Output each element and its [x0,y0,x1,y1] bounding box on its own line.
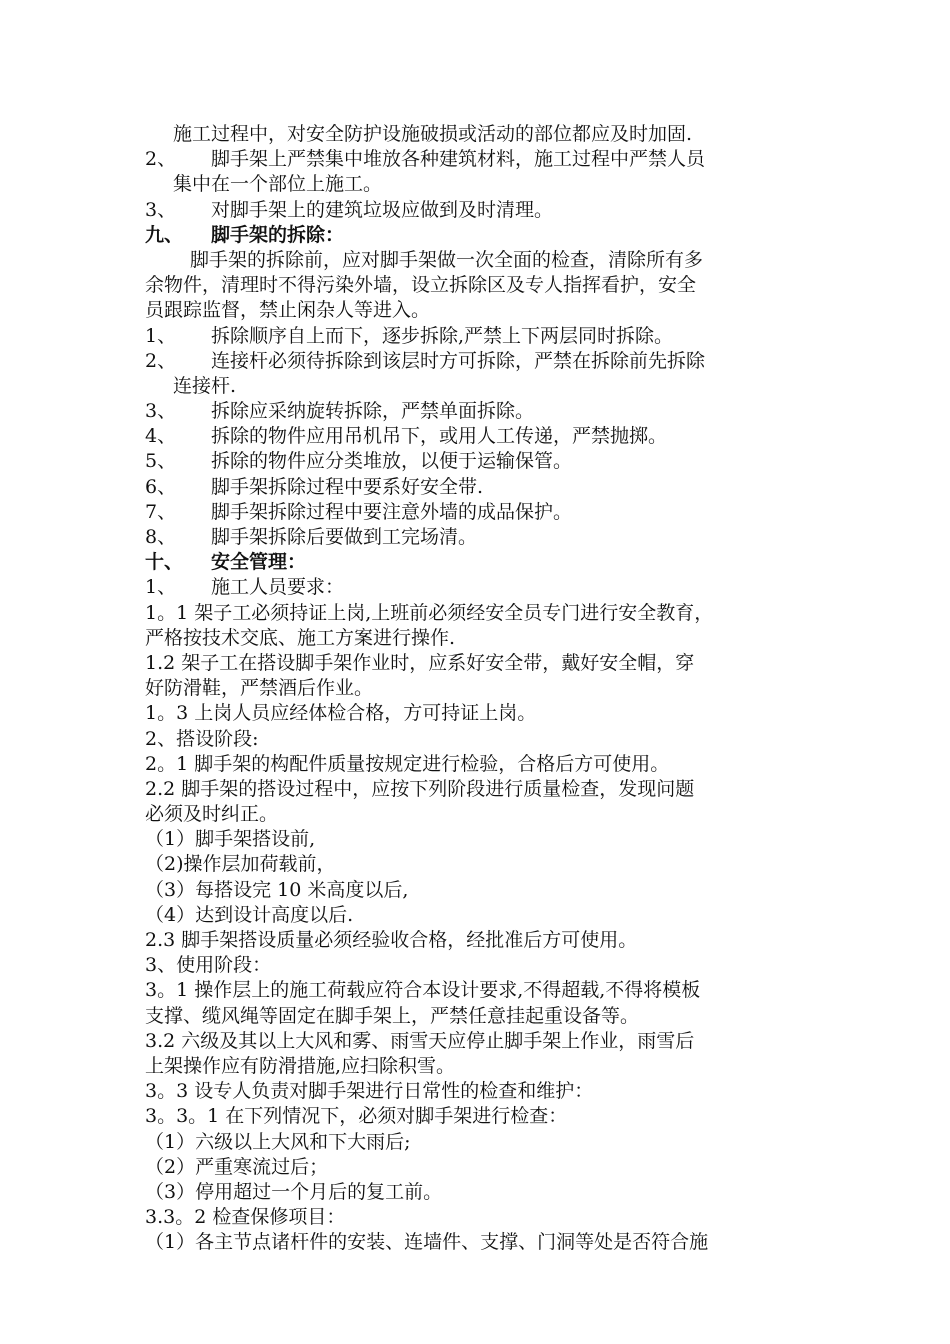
line-text: （2)操作层加荷载前， [145,853,336,876]
numbered-item [145,198,825,223]
text-line [145,928,825,953]
text-line [145,1054,825,1079]
text-line [145,1230,825,1255]
section-heading [145,550,825,575]
line-text: 脚手架拆除后要做到工完场清。 [211,526,478,548]
item-number: 7、 [145,500,177,523]
line-text: 拆除应采纳旋转拆除，严禁单面拆除。 [211,400,535,423]
line-text: 1。1 架子工必须持证上岗,上班前必须经安全员专门进行安全教育， [145,601,714,624]
line-text: 脚手架的拆除前，应对脚手架做一次全面的检查，清除所有多 [190,248,704,271]
item-number: 2、 [145,148,177,171]
line-text: 1.2 架子工在搭设脚手架作业时，应系好安全带，戴好安全帽，穿 [145,651,695,674]
line-text: 支撑、缆风绳等固定在脚手架上，严禁任意挂起重设备等。 [145,1004,640,1027]
document-body [145,122,825,1255]
line-text: 余物件，清理时不得污染外墙，设立拆除区及专人指挥看护，安全 [145,274,697,297]
line-text: 2。1 脚手架的构配件质量按规定进行检验，合格后方可使用。 [145,752,670,775]
text-line [145,752,825,777]
line-text: 员跟踪监督，禁止闲杂人等进入。 [145,299,431,322]
text-line [145,827,825,852]
text-line [145,978,825,1003]
line-text: 上架操作应有防滑措施,应扫除积雪。 [145,1054,456,1077]
continuation-line [145,172,825,197]
line-text: 好防滑鞋，严禁酒后作业。 [145,677,374,700]
item-number: 十、 [145,551,184,574]
item-number: 3、 [145,400,177,423]
text-line [145,1180,825,1205]
item-number: 8、 [145,526,177,548]
text-line [145,903,825,928]
line-text: 必须及时纠正。 [145,803,279,826]
line-text: 拆除的物件应分类堆放，以便于运输保管。 [211,450,573,473]
line-text: （1）各主节点诸杆件的安装、连墙件、支撑、门洞等处是否符合施 [145,1231,709,1254]
text-line [145,1029,825,1054]
numbered-item [145,575,825,600]
text-line [145,1104,825,1129]
numbered-item [145,424,825,449]
line-text: 拆除的物件应用吊机吊下，或用人工传递，严禁抛掷。 [211,425,668,448]
line-text: 3。3。1 在下列情况下，必须对脚手架进行检查： [145,1105,568,1128]
numbered-item [145,525,825,550]
text-line [145,651,825,676]
text-line [145,298,825,323]
text-line [145,601,825,626]
line-text: 连接杆. [173,374,237,397]
line-text: （4）达到设计高度以后. [145,903,354,926]
line-text: 3。1 操作层上的施工荷载应符合本设计要求,不得超载,不得将模板 [145,979,701,1002]
line-text: 3、使用阶段： [145,954,272,977]
numbered-item [145,349,825,374]
item-number: 2、 [145,349,177,372]
line-text: 脚手架拆除过程中要系好安全带. [211,475,484,498]
numbered-item [145,147,825,172]
line-text: 脚手架拆除过程中要注意外墙的成品保护。 [211,500,573,523]
text-line [145,273,825,298]
line-text: 3.3。2 检查保修项目： [145,1206,346,1229]
continuation-line [145,122,825,147]
line-text: 2、搭设阶段: [145,727,259,750]
item-number: 4、 [145,425,177,448]
text-line [145,878,825,903]
line-text: （1）脚手架搭设前, [145,828,316,851]
text-line [145,676,825,701]
line-text: 1。3 上岗人员应经体检合格，方可持证上岗。 [145,702,537,725]
line-text: 2.3 脚手架搭设质量必须经验收合格，经批准后方可使用。 [145,929,638,951]
text-line [145,1205,825,1230]
line-text: 集中在一个部位上施工。 [173,173,383,196]
section-heading [145,223,825,248]
text-line [145,1079,825,1104]
numbered-item [145,449,825,474]
line-text: 拆除顺序自上而下，逐步拆除,严禁上下两层同时拆除。 [211,324,674,347]
line-text: 施工过程中，对安全防护设施破损或活动的部位都应及时加固. [173,123,693,145]
text-line [145,802,825,827]
line-text: 脚手架上严禁集中堆放各种建筑材料，施工过程中严禁人员 [211,148,706,171]
item-number: 1、 [145,324,177,347]
line-text: （3）停用超过一个月后的复工前。 [145,1180,443,1203]
line-text: 3.2 六级及其以上大风和雾、雨雪天应停止脚手架上作业，雨雪后 [145,1029,695,1052]
numbered-item [145,324,825,349]
paragraph-first-line [145,248,825,273]
text-line [145,777,825,802]
line-text: （1）六级以上大风和下大雨后; [145,1130,411,1153]
text-line [145,701,825,726]
line-text: 对脚手架上的建筑垃圾应做到及时清理。 [211,198,554,221]
text-line [145,1130,825,1155]
text-line [145,626,825,651]
text-line [145,1155,825,1180]
line-text: 严格按技术交底、施工方案进行操作. [145,626,456,649]
line-text: 2.2 脚手架的搭设过程中，应按下列阶段进行质量检查，发现问题 [145,777,695,800]
line-text: 脚手架的拆除： [211,223,345,246]
text-line [145,953,825,978]
text-line [145,852,825,877]
numbered-item [145,500,825,525]
text-line [145,727,825,752]
item-number: 3、 [145,198,177,221]
continuation-line [145,374,825,399]
line-text: （2）严重寒流过后； [145,1155,329,1178]
item-number: 5、 [145,450,177,473]
line-text: （3）每搭设完 10 米高度以后, [145,878,409,901]
text-line [145,1004,825,1029]
line-text: 施工人员要求： [211,576,345,599]
line-text: 连接杆必须待拆除到该层时方可拆除，严禁在拆除前先拆除 [211,349,706,372]
line-text: 3。3 设专人负责对脚手架进行日常性的检查和维护： [145,1080,594,1103]
numbered-item [145,475,825,500]
item-number: 九、 [145,223,184,246]
item-number: 6、 [145,475,177,498]
line-text: 安全管理： [211,551,307,574]
numbered-item [145,399,825,424]
item-number: 1、 [145,576,177,599]
